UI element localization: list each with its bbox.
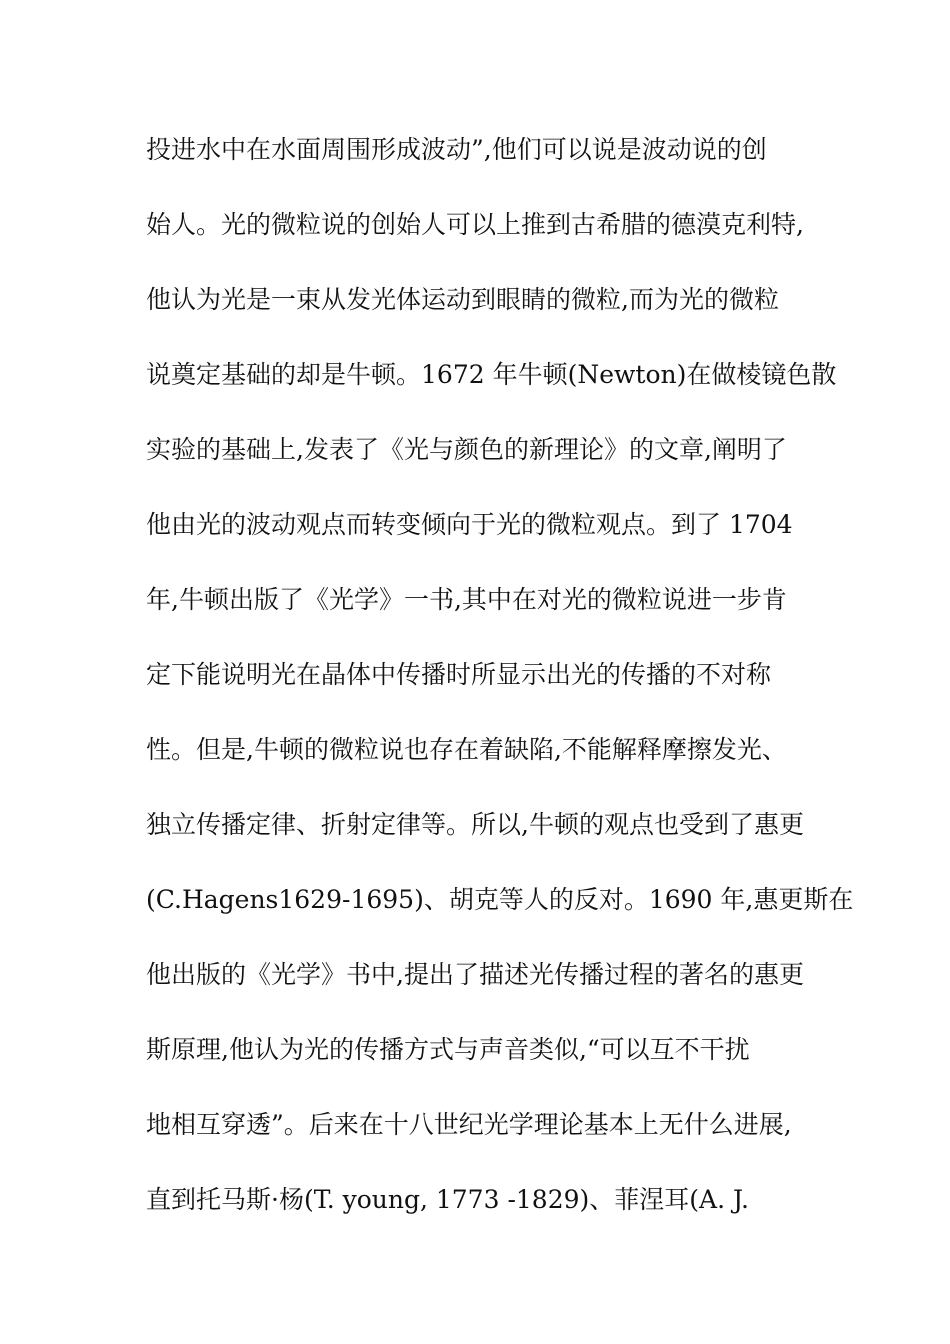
text-line-12: 他出版的《光学》书中,提出了描述光传播过程的著名的惠更 <box>146 960 804 989</box>
text-line-13: 斯原理,他认为光的传播方式与声音类似,“可以互不干扰 <box>146 1035 750 1064</box>
text-line-5: 实验的基础上,发表了《光与颜色的新理论》的文章,阐明了 <box>146 435 787 464</box>
text-line-4: 说奠定基础的却是牛顿。1672 年牛顿(Newton)在做棱镜色散 <box>146 360 837 389</box>
text-line-2: 始人。光的微粒说的创始人可以上推到古希腊的德漠克利特, <box>146 210 804 239</box>
text-line-9: 性。但是,牛顿的微粒说也存在着缺陷,不能解释摩擦发光、 <box>146 735 787 764</box>
text-line-3: 他认为光是一束从发光体运动到眼睛的微粒,而为光的微粒 <box>146 285 779 314</box>
text-line-7: 年,牛顿出版了《光学》一书,其中在对光的微粒说进一步肯 <box>146 585 787 614</box>
text-line-10: 独立传播定律、折射定律等。所以,牛顿的观点也受到了惠更 <box>146 810 804 839</box>
text-line-15: 直到托马斯·杨(T. young, 1773 -1829)、菲涅耳(A. J. <box>146 1185 749 1214</box>
body-text <box>146 128 854 1253</box>
text-line-14: 地相互穿透”。后来在十八世纪光学理论基本上无什么进展, <box>146 1110 792 1139</box>
text-line-6: 他由光的波动观点而转变倾向于光的微粒观点。到了 1704 <box>146 510 793 539</box>
text-line-8: 定下能说明光在晶体中传播时所显示出光的传播的不对称 <box>146 660 772 689</box>
text-line-11: (C.Hagens1629-1695)、胡克等人的反对。1690 年,惠更斯在 <box>146 885 854 914</box>
text-line-1: 投进水中在水面周围形成波动”,他们可以说是波动说的创 <box>146 135 767 164</box>
